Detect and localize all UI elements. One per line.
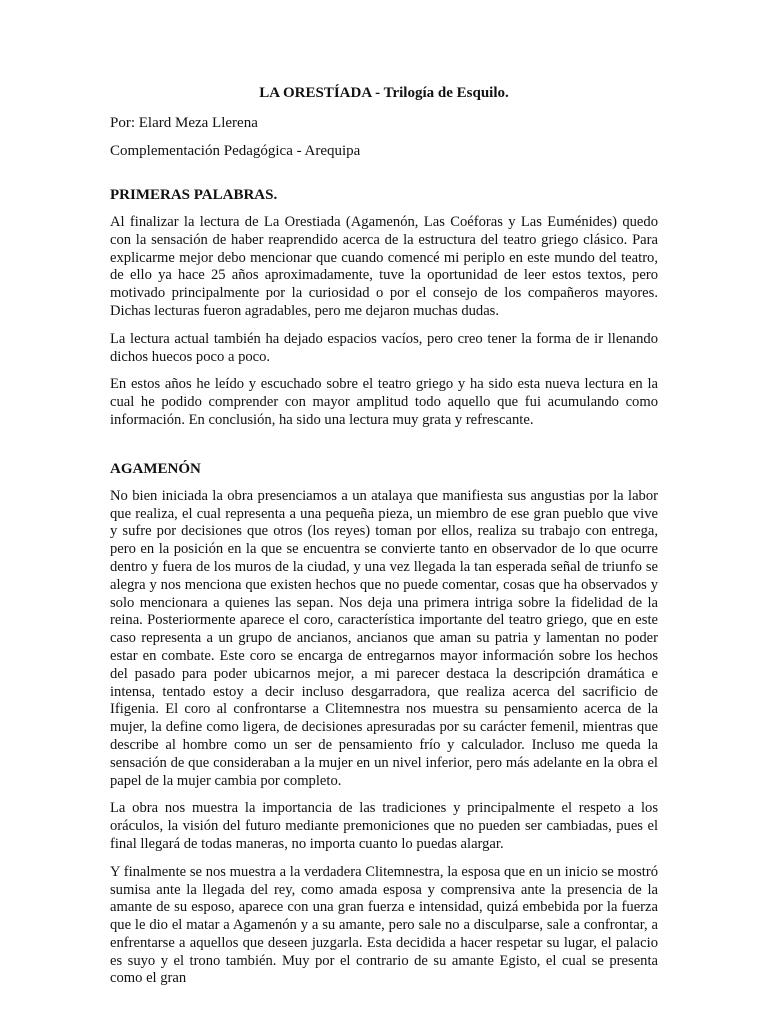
section-heading-primeras-palabras: PRIMERAS PALABRAS. — [110, 187, 278, 203]
affiliation-line: Complementación Pedagógica - Arequipa — [110, 143, 361, 159]
paragraph: La obra nos muestra la importancia de las tradiciones y principalmente el respeto a los oráculos, la visión del futuro mediante premoniciones que no pueden ser cambiadas, pues el final llegará de todas maneras, no importa cuanto lo puedas alargar. — [110, 800, 658, 852]
paragraph: Y finalmente se nos muestra a la verdadera Clitemnestra, la esposa que en un inicio se mostró sumisa ante la llegada del rey, como amada esposa y comprensiva ante la presencia de la amante de su esposo, aparece con una gran fuerza e intensidad, quizá embebida por la fuerza que le dio el matar a Agamenón y a su amante, pero sale no a disculparse, sale a confrontar, a enfrentarse a aquellos que deseen juzgarla. Esta decidida a hacer respetar su lugar, el palacio es suyo y el trono también. Muy por el contrario de su amante Egisto, el cual se presenta como el gran — [110, 863, 658, 987]
paragraph: Al finalizar la lectura de La Orestiada (Agamenón, Las Coéforas y Las Euménides) quedo con la sensación de haber reaprendido acerca de la estructura del teatro griego clásico. Para explicarme mejor debo mencionar que cuando comencé mi periplo en este mundo del teatro, de ello ya hace 25 años aproximadamente, tuve la oportunidad de leer estos textos, pero motivado principalmente por la curiosidad o por el consejo de los compañeros mayores. Dichas lecturas fueron agradables, pero me dejaron muchas dudas. — [110, 214, 658, 319]
document-title: LA ORESTÍADA - Trilogía de Esquilo. — [259, 85, 509, 101]
paragraph: No bien iniciada la obra presenciamos a un atalaya que manifiesta sus angustias por la labor que realiza, el cual representa a una pequeña pieza, un miembro de ese gran pueblo que vive y sufre por decisiones que otros (los reyes) toman por ellos, realiza su trabajo con entrega, pero en la posición en la que se encuentra se convierte tanto en observador de lo que ocurre dentro y fuera de los muros de la ciudad, y una vez llegada la tan esperada señal de triunfo se alegra y nos menciona que existen hechos que no puede comentar, cosas que ha observados y solo mencionara a quienes las sepan. Nos deja una primera intriga sobre la fidelidad de la reina. Posteriormente aparece el coro, característica importante del teatro griego, que en este caso representa a un grupo de ancianos, ancianos que aman su patria y lamentan no poder estar en combate. Este coro se encarga de entregarnos mayor información sobre los hechos del pasado para poder ubicarnos mejor, a mi parecer destaca la descripción dramática e intensa, tentado estoy a decir incluso desgarradora, que realiza acerca del sacrificio de Ifigenia. El coro al confrontarse a Clitemnestra nos muestra su pensamiento acerca de la mujer, la define como ligera, de decisiones apresuradas por su carácter femenil, mientras que describe al hombre como un ser de pensamiento frío y calculador. Incluso me queda la sensación de que consideraban a la mujer en un nivel inferior, pero más adelante en la obra el papel de la mujer cambia por completo. — [110, 487, 658, 789]
paragraph: En estos años he leído y escuchado sobre el teatro griego y ha sido esta nueva lectura en la cual he podido comprender con mayor amplitud todo aquello que fui acumulando como información. En conclusión, ha sido una lectura muy grata y refrescante. — [110, 376, 658, 428]
paragraph: La lectura actual también ha dejado espacios vacíos, pero creo tener la forma de ir llenando dichos huecos poco a poco. — [110, 330, 658, 365]
section-heading-agamenon: AGAMENÓN — [110, 460, 201, 477]
author-line: Por: Elard Meza Llerena — [110, 115, 258, 131]
